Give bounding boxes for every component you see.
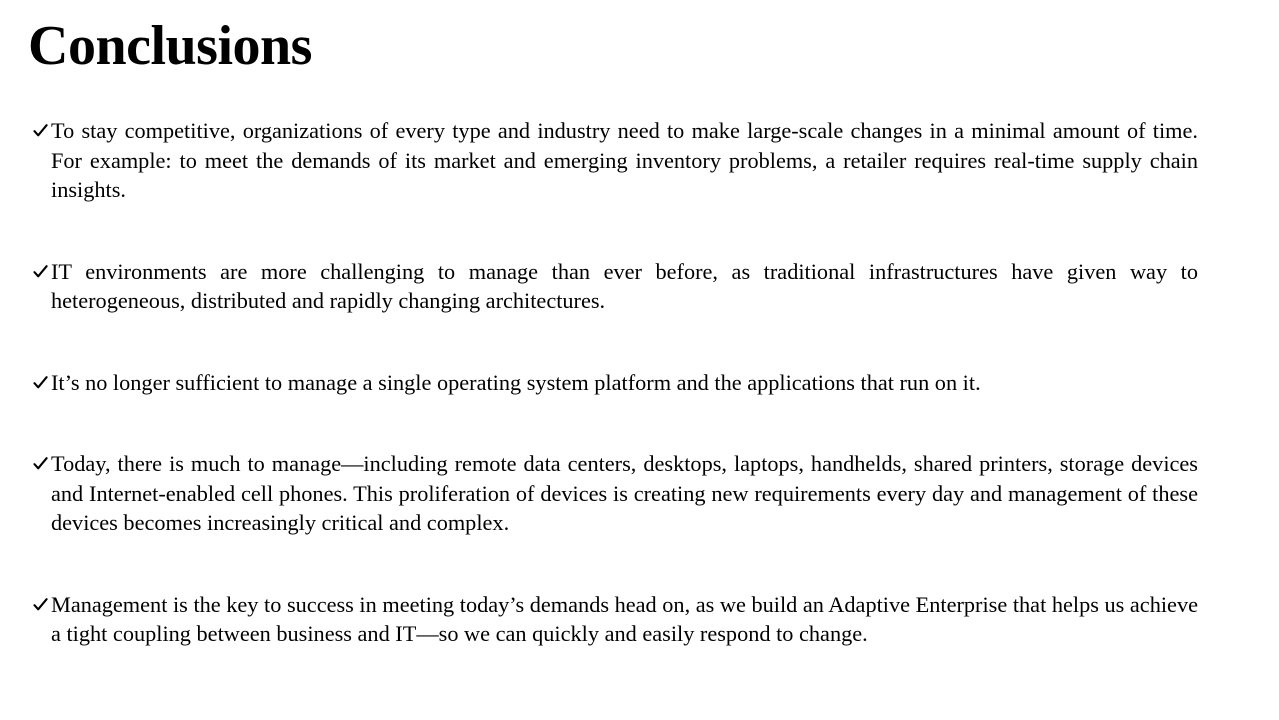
bullet-item [32, 590, 1198, 649]
bullet-list [32, 116, 1198, 649]
bullet-text: To stay competitive, organizations of every type and industry need to make large-scale changes in a minimal amount of time. For example: to meet the demands of its market and emerging inventory problems, a retailer requires real-time supply chain insights. [51, 118, 1198, 202]
check-icon [32, 116, 48, 146]
bullet-item [32, 449, 1198, 538]
bullet-text: Today, there is much to manage—including remote data centers, desktops, laptops, handhelds, shared printers, storage devices and Internet-enabled cell phones. This proliferation of devices is creating new requirements every day and management of these devices becomes increasingly critical and complex. [51, 451, 1198, 535]
check-icon [32, 449, 48, 479]
check-icon [32, 368, 48, 398]
bullet-item [32, 257, 1198, 316]
bullet-text: IT environments are more challenging to manage than ever before, as traditional infrastructures have given way to heterogeneous, distributed and rapidly changing architectures. [51, 258, 1198, 313]
bullet-item [32, 368, 1198, 398]
bullet-text: Management is the key to success in meeting today’s demands head on, as we build an Adaptive Enterprise that helps us achieve a tight coupling between business and IT—so we can quickly and easily respond to change. [51, 591, 1198, 646]
check-icon [32, 257, 48, 287]
bullet-item [32, 116, 1198, 205]
check-icon [32, 590, 48, 620]
bullet-text: It’s no longer sufficient to manage a single operating system platform and the applications that run on it. [51, 369, 981, 395]
slide-title: Conclusions [28, 15, 312, 77]
